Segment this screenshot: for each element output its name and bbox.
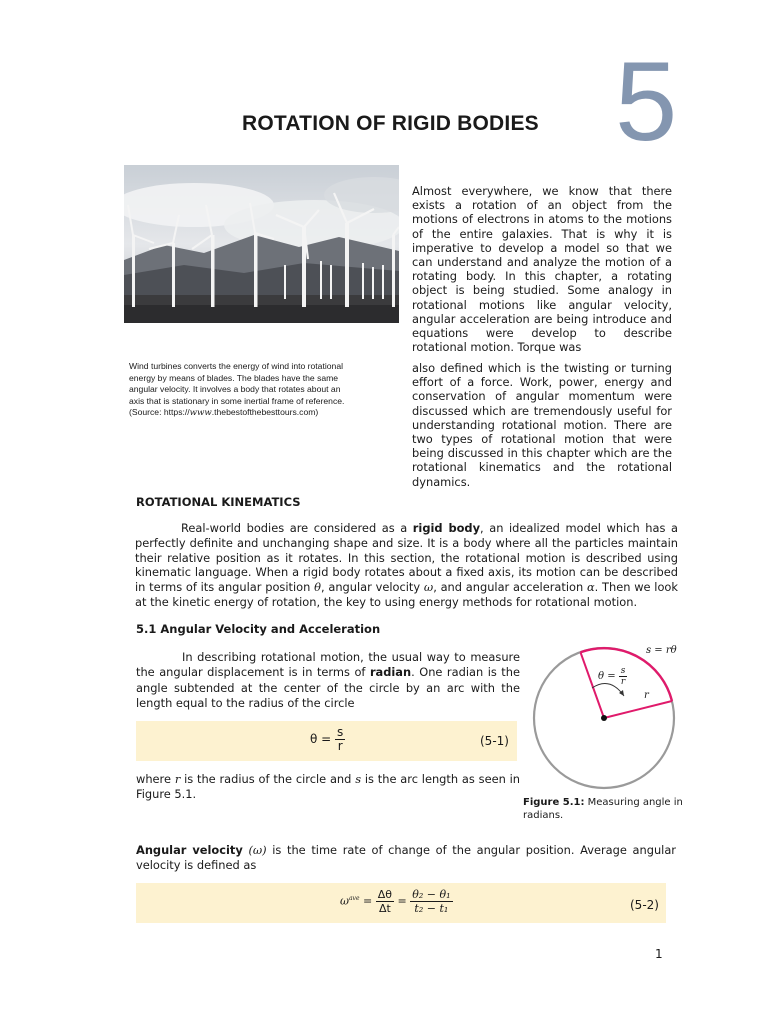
equals-sign: = xyxy=(359,894,376,908)
equation-label: (5-2) xyxy=(630,898,659,912)
text-run: is the arc length as seen in Figure 5.1. xyxy=(136,772,521,801)
fraction xyxy=(335,726,345,753)
text-run: In describing rotational motion, the usual way to measure the angular displacement is in terms of xyxy=(136,650,520,680)
theta-label xyxy=(598,666,627,687)
figure-caption-text: Measuring angle in radians. xyxy=(523,797,683,821)
caption-line xyxy=(129,407,397,420)
r-symbol: r xyxy=(174,772,181,786)
figure-caption xyxy=(523,796,683,822)
text-run: Real-world bodies are considered as a xyxy=(181,521,413,535)
page-number: 1 xyxy=(655,947,663,961)
equation-5-2-box xyxy=(136,883,666,923)
subsection-paragraph-2 xyxy=(136,772,520,802)
equation-label: (5-1) xyxy=(480,734,509,748)
fraction xyxy=(376,888,394,915)
rigid-body-term: rigid body xyxy=(412,521,481,535)
caption-line: axis that is stationary in some inertial frame of reference. xyxy=(129,395,345,406)
ave-superscript: ave xyxy=(348,894,360,902)
alpha-symbol: α xyxy=(586,580,595,595)
theta-label-lhs: θ = xyxy=(598,671,619,682)
figure-5-1-diagram xyxy=(528,640,688,795)
caption-line: energy by means of blades. The blades have the same xyxy=(129,372,339,383)
section-heading: ROTATIONAL KINEMATICS xyxy=(136,495,301,509)
chapter-title: ROTATION OF RIGID BODIES xyxy=(242,112,539,135)
denominator: r xyxy=(337,739,343,753)
arc-length-label: s = rθ xyxy=(646,645,677,656)
radius-label: r xyxy=(644,690,649,701)
caption-line: angular velocity. It involves a body that rotates about an xyxy=(129,384,341,394)
numerator: Δθ xyxy=(377,888,392,901)
subsection-paragraph-3 xyxy=(136,843,676,873)
caption-source-www: www xyxy=(189,408,212,418)
caption-source-suffix: .thebestofthebesttours.com) xyxy=(211,407,319,417)
text-run: , an idealized model which has a perfectly definite and unchanging shape and size. It is a body where all the particles maintain their relative position as it rotates. In this section, the rotational motion is described using kinematic language. When a rigid body rotates about a fixed axis, its motion can be described in terms of its angular position xyxy=(135,521,678,595)
intro-paragraph-1: Almost everywhere, we know that there exists a rotation of an object from the motions of electrons in atoms to the motions of the entire galaxies. That is why it is imperative to develop a model so that we can understand and analyze the motion of a rotating body. In this chapter, a rotating object is being studied. Some analogy in rotational motions like angular velocity, angular acceleration are being introduce and equations were develop to describe rotational motion. Torque was xyxy=(412,184,672,355)
section-paragraph xyxy=(135,521,678,610)
photo-caption xyxy=(129,361,397,420)
fraction xyxy=(410,888,452,915)
subsection-paragraph-1 xyxy=(136,650,520,712)
numerator: θ₂ − θ₁ xyxy=(412,888,451,901)
wind-turbines-photo xyxy=(124,165,399,323)
text-run: , angular velocity xyxy=(320,580,424,595)
denominator: Δt xyxy=(378,902,391,915)
equation-5-1 xyxy=(310,726,345,753)
omega-symbol: (ω) xyxy=(248,843,267,857)
s-symbol: s xyxy=(355,772,362,786)
text-run: . Then we look at the kinetic energy of rotation, the key to using energy methods for rotational motion. xyxy=(135,580,679,609)
equation-5-1-box xyxy=(136,721,517,761)
radian-term: radian xyxy=(369,665,412,680)
text-run: is the time rate of change of the angular position. Average angular velocity is defined as xyxy=(136,843,676,872)
omega-symbol: ω xyxy=(423,580,434,595)
subsection-heading: 5.1 Angular Velocity and Acceleration xyxy=(136,622,381,636)
denominator: t₂ − t₁ xyxy=(414,902,449,915)
denominator: r xyxy=(620,677,626,687)
theta-symbol: θ xyxy=(314,580,321,595)
equation-5-2 xyxy=(340,888,453,915)
text-run: is the radius of the circle and xyxy=(180,772,356,786)
numerator: s xyxy=(337,725,344,739)
omega-symbol: ω xyxy=(340,894,349,908)
text-run: , and angular acceleration xyxy=(433,580,587,595)
equals-sign: = xyxy=(394,894,411,908)
chapter-number: 5 xyxy=(615,39,678,164)
caption-line: Wind turbines converts the energy of wind into rotational xyxy=(129,361,344,371)
numerator: s xyxy=(620,666,626,676)
fraction xyxy=(619,666,628,687)
intro-paragraph-2: also defined which is the twisting or turning effort of a force. Work, power, energy and conservation of angular momentum were discussed which are tremendously useful for understanding rotational motion. There are two types of rotational motion that were being discussed in this chapter which are the rotational kinematics and the rotational dynamics. xyxy=(412,361,672,489)
angular-velocity-term: Angular velocity xyxy=(136,843,243,857)
caption-source-prefix: (Source: https:// xyxy=(129,407,190,417)
equation-lhs: θ = xyxy=(310,732,336,746)
figure-caption-label: Figure 5.1: xyxy=(523,797,585,808)
text-run: . One radian is the angle subtended at the center of the circle by an arc with the length equal to the radius of the circle xyxy=(136,665,520,711)
text-run: where xyxy=(136,772,175,786)
